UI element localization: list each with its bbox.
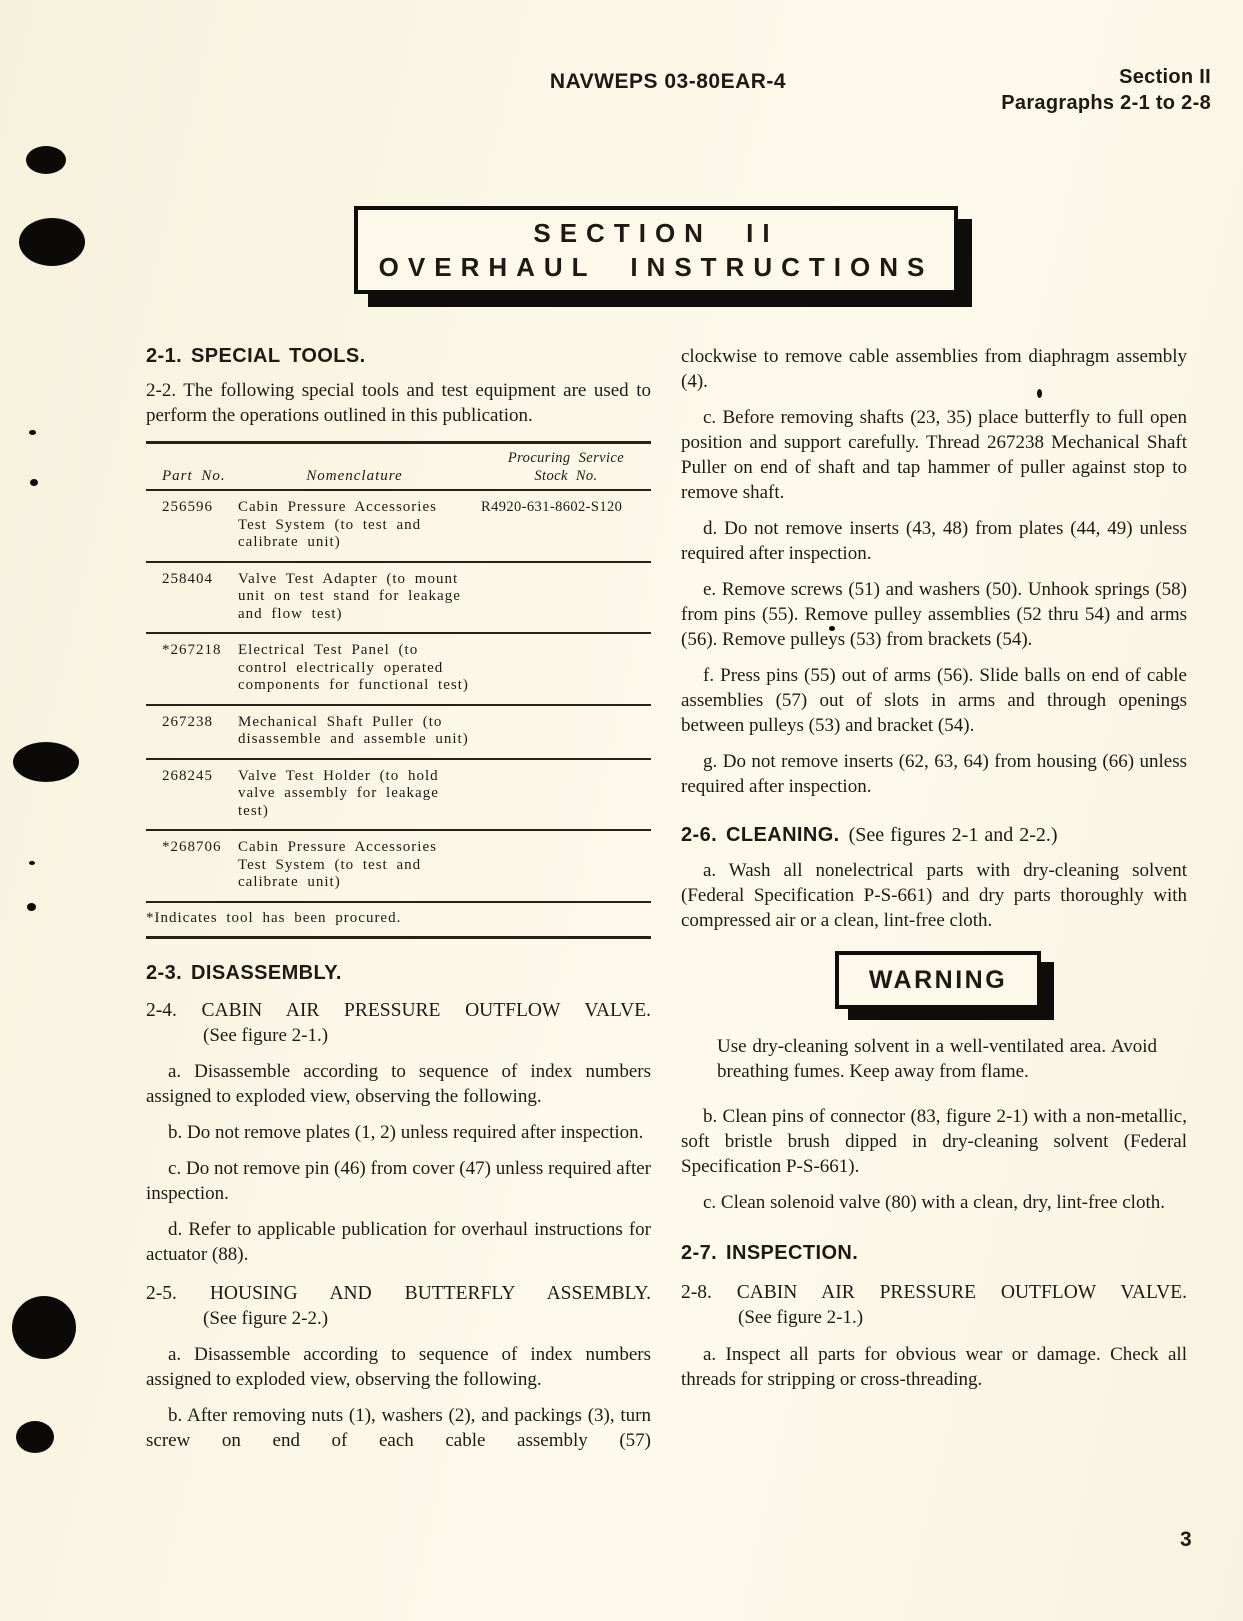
right-column bbox=[681, 344, 1187, 1392]
punch-hole-mark bbox=[16, 1421, 54, 1453]
ink-speck bbox=[30, 479, 38, 486]
header-paragraph-range: Paragraphs 2-1 to 2-8 bbox=[1001, 92, 1211, 114]
stock-no-cell bbox=[481, 642, 651, 695]
nomenclature-cell: Cabin Pressure Accessories Test System (to test and calibrate unit) bbox=[238, 499, 437, 550]
special-tools-intro: 2-2. The following special tools and test equipment are used to perform the operations outlined in this publication. bbox=[146, 380, 651, 426]
table-footnote: *Indicates tool has been procured. bbox=[146, 903, 651, 940]
continuation-para: clockwise to remove cable assemblies from diaphragm assembly (4). bbox=[681, 346, 1187, 392]
part-no-cell: 258404 bbox=[162, 570, 213, 587]
disassembly-heading: 2-3. DISASSEMBLY. bbox=[146, 962, 342, 984]
section-title-box bbox=[354, 206, 958, 294]
inspection-heading: 2-7. INSPECTION. bbox=[681, 1242, 859, 1264]
table-row bbox=[146, 706, 651, 760]
header-right-block bbox=[1001, 64, 1211, 116]
para-2-5-d: d. Do not remove inserts (43, 48) from plates (44, 49) unless required after inspection. bbox=[681, 518, 1187, 564]
section-title-line2: OVERHAUL INSTRUCTIONS bbox=[378, 252, 934, 282]
table-header-nomenclature: Nomenclature bbox=[306, 467, 403, 484]
part-no-cell: 268245 bbox=[162, 767, 213, 784]
warning-label: WARNING bbox=[868, 965, 1008, 994]
para-2-6-b: b. Clean pins of connector (83, figure 2-1) with a non-metallic, soft bristle brush dipped in dry-cleaning solvent (Federal Specification P-S-661). bbox=[681, 1106, 1187, 1177]
section-title-line1: SECTION II bbox=[533, 218, 779, 248]
punch-hole-mark bbox=[12, 1296, 76, 1359]
s28-heading: 2-8. CABIN AIR PRESSURE OUTFLOW VALVE. bbox=[681, 1282, 1187, 1303]
warning-box bbox=[835, 951, 1041, 1009]
cleaning-heading: 2-6. CLEANING. (See figures 2-1 and 2-2.) bbox=[681, 824, 1058, 846]
para-2-5-g: g. Do not remove inserts (62, 63, 64) from housing (66) unless required after inspection. bbox=[681, 751, 1187, 797]
special-tools-heading: 2-1. SPECIAL TOOLS. bbox=[146, 345, 366, 367]
para-2-6-c: c. Clean solenoid valve (80) with a clean, dry, lint-free cloth. bbox=[703, 1192, 1165, 1213]
part-no-cell: 267238 bbox=[162, 713, 213, 730]
table-row bbox=[146, 831, 651, 903]
table-row bbox=[146, 634, 651, 706]
nomenclature-cell: Cabin Pressure Accessories Test System (to test and calibrate unit) bbox=[238, 839, 437, 890]
para-2-5-b: b. After removing nuts (1), washers (2), and packings (3), turn screw on end of each cable assembly (57) bbox=[146, 1405, 651, 1451]
para-2-5-f: f. Press pins (55) out of arms (56). Slide balls on end of cable assemblies (57) out of slots in arms and through openings between pulleys (53) and bracket (54). bbox=[681, 665, 1187, 736]
stock-no-cell bbox=[481, 768, 651, 821]
nomenclature-cell: Electrical Test Panel (to control electrically operated components for functional test) bbox=[238, 642, 469, 693]
table-header-stock-no: Procuring Service Stock No. bbox=[507, 450, 625, 484]
header-section-label: Section II bbox=[1119, 66, 1211, 88]
punch-hole-mark bbox=[19, 218, 85, 266]
para-2-5-c: c. Before removing shafts (23, 35) place butterfly to full open position and support carefully. Thread 267238 Mechanical Shaft Puller on end of shaft and tap hammer of puller against stop to remove shaft. bbox=[681, 407, 1187, 503]
stock-no-cell: R4920-631-8602-S120 bbox=[481, 499, 623, 515]
table-row bbox=[146, 760, 651, 832]
s24-heading: 2-4. CABIN AIR PRESSURE OUTFLOW VALVE. bbox=[146, 1000, 651, 1021]
ink-speck bbox=[29, 861, 35, 865]
stock-no-cell bbox=[481, 839, 651, 892]
nomenclature-cell: Mechanical Shaft Puller (to disassemble and assemble unit) bbox=[238, 713, 469, 747]
ink-speck bbox=[27, 903, 36, 911]
special-tools-table bbox=[146, 441, 651, 939]
nomenclature-cell: Valve Test Holder (to hold valve assembly for leakage test) bbox=[238, 767, 439, 819]
cleaning-figure-ref: (See figures 2-1 and 2-2.) bbox=[848, 824, 1058, 846]
nomenclature-cell: Valve Test Adapter (to mount unit on test stand for leakage and flow test) bbox=[238, 570, 461, 622]
table-header-part-no: Part No. bbox=[162, 467, 226, 484]
s24-figure-ref: (See figure 2-1.) bbox=[203, 1025, 329, 1046]
s28-figure-ref: (See figure 2-1.) bbox=[738, 1307, 864, 1328]
para-2-5-a: a. Disassemble according to sequence of index numbers assigned to exploded view, observing the following. bbox=[146, 1344, 651, 1390]
ink-speck bbox=[29, 430, 36, 435]
para-2-4-d: d. Refer to applicable publication for overhaul instructions for actuator (88). bbox=[146, 1219, 651, 1265]
page-number: 3 bbox=[1180, 1528, 1192, 1551]
stock-no-cell bbox=[481, 571, 651, 624]
para-2-6-a: a. Wash all nonelectrical parts with dry-cleaning solvent (Federal Specification P-S-661) and dry parts thoroughly with compressed air or a clean, lint-free cloth. bbox=[681, 860, 1187, 931]
para-2-8-a: a. Inspect all parts for obvious wear or damage. Check all threads for stripping or cross-threading. bbox=[681, 1344, 1187, 1390]
table-row bbox=[146, 491, 651, 563]
punch-hole-mark bbox=[13, 742, 79, 782]
table-row bbox=[146, 563, 651, 635]
part-no-cell: *267218 bbox=[162, 642, 222, 658]
part-no-cell: 256596 bbox=[162, 499, 213, 515]
para-2-5-e: e. Remove screws (51) and washers (50). Unhook springs (58) from pins (55). Remove pulley assemblies (52 thru 54) and arms (56). Remove pulleys (53) from brackets (54). bbox=[681, 579, 1187, 650]
s25-heading: 2-5. HOUSING AND BUTTERFLY ASSEMBLY. bbox=[146, 1283, 651, 1304]
para-2-4-c: c. Do not remove pin (46) from cover (47) unless required after inspection. bbox=[146, 1158, 651, 1204]
para-2-4-b: b. Do not remove plates (1, 2) unless required after inspection. bbox=[168, 1122, 644, 1143]
para-2-4-a: a. Disassemble according to sequence of index numbers assigned to exploded view, observing the following. bbox=[146, 1061, 651, 1107]
table-header-row bbox=[146, 444, 651, 491]
punch-hole-mark bbox=[26, 146, 66, 174]
stock-no-cell bbox=[481, 714, 651, 749]
s25-figure-ref: (See figure 2-2.) bbox=[203, 1308, 329, 1329]
header-doc-number: NAVWEPS 03-80EAR-4 bbox=[549, 70, 787, 93]
part-no-cell: *268706 bbox=[162, 839, 222, 855]
warning-text: Use dry-cleaning solvent in a well-ventilated area. Avoid breathing fumes. Keep away from flame. bbox=[717, 1036, 1157, 1082]
left-column bbox=[146, 344, 651, 1453]
